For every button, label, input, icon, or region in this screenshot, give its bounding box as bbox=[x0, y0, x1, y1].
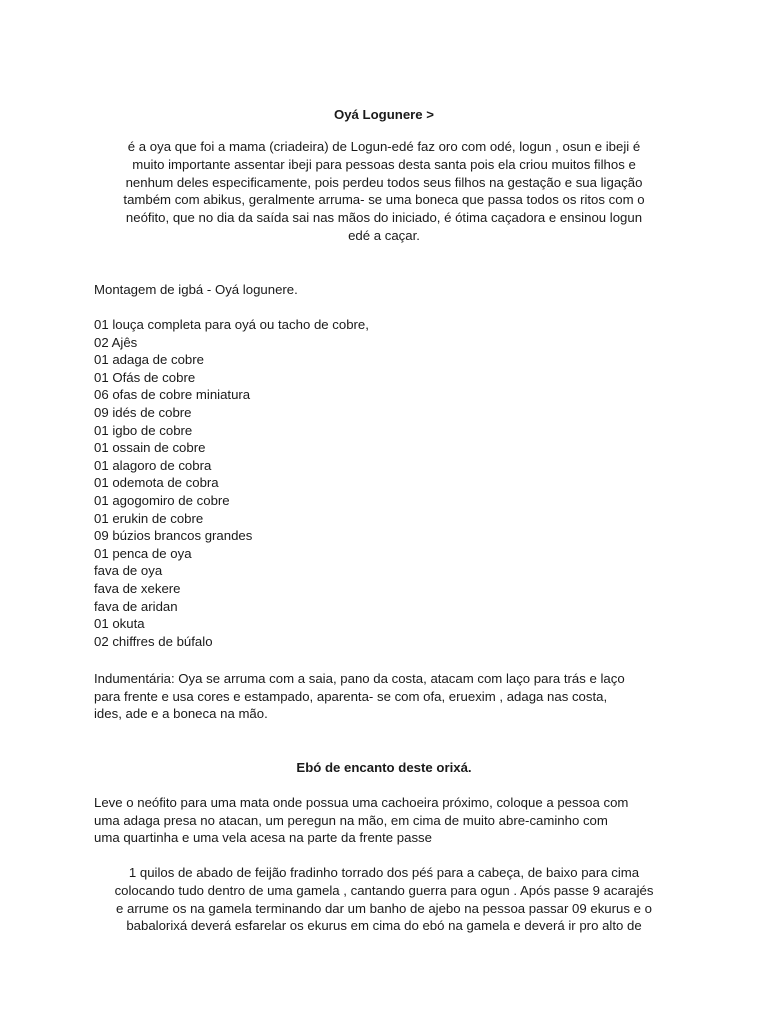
list-item: fava de oya bbox=[94, 563, 163, 579]
intro-line: muito importante assentar ibeji para pessoas desta santa pois ela criou muitos filhos e bbox=[132, 156, 636, 172]
list-item: 01 odemota de cobra bbox=[94, 475, 219, 491]
intro-line: nenhum deles especificamente, pois perdeu todos seus filhos na gestação e sua ligação bbox=[125, 174, 643, 190]
leve-line: uma quartinha e uma vela acesa na parte da frente passe bbox=[94, 830, 432, 846]
list-item: 06 ofas de cobre miniatura bbox=[94, 387, 251, 403]
list-item: 01 louça completa para oyá ou tacho de cobre, bbox=[94, 317, 369, 332]
intro-line: também com abikus, geralmente arruma- se uma boneca que passa todos os ritos com o bbox=[123, 192, 645, 208]
list-item: 01 adaga de cobre bbox=[94, 352, 204, 368]
list-item: fava de xekere bbox=[94, 580, 181, 596]
indumentaria-line: ides, ade e a boneca na mão. bbox=[94, 706, 268, 722]
list-item: 01 penca de oya bbox=[94, 545, 192, 561]
list-item: 01 Ofás de cobre bbox=[94, 369, 196, 385]
list-item: 02 chiffres de búfalo bbox=[94, 633, 213, 649]
indumentaria-line: Indumentária: Oya se arruma com a saia, pano da costa, atacam com laço para trás e laço bbox=[94, 671, 625, 686]
document-title: Oyá Logunere > bbox=[333, 107, 435, 122]
list-item: 09 búzios brancos grandes bbox=[94, 528, 253, 544]
leve-paragraph bbox=[94, 794, 628, 847]
ebo-heading: Ebó de encanto deste orixá. bbox=[296, 760, 472, 775]
montagem-heading-text: Montagem de igbá - Oyá logunere. bbox=[94, 282, 298, 297]
passe-paragraph bbox=[80, 864, 688, 935]
passe-line: e arrume os na gamela terminando dar um banho de ajebo na pessoa passar 09 ekurus e o bbox=[116, 900, 652, 916]
intro-line: é a oya que foi a mama (criadeira) de Logun-edé faz oro com odé, logun , osun e ibeji é bbox=[127, 139, 641, 154]
passe-line: colocando tudo dentro de uma gamela , cantando guerra para ogun . Após passe 9 acarajés bbox=[114, 882, 654, 898]
list-item: fava de aridan bbox=[94, 598, 178, 614]
list-item: 01 okuta bbox=[94, 616, 145, 632]
intro-line: edé a caçar. bbox=[348, 227, 420, 243]
list-item: 09 idés de cobre bbox=[94, 404, 192, 420]
list-item: 01 igbo de cobre bbox=[94, 422, 193, 438]
leve-line: uma adaga presa no atacan, um peregun na mão, em cima de muito abre-caminho com bbox=[94, 812, 608, 828]
passe-line: babalorixá deverá esfarelar os ekurus em cima do ebó na gamela e deverá ir pro alto de bbox=[126, 918, 642, 934]
intro-line: neófito, que no dia da saída sai nas mãos do iniciado, é ótima caçadora e ensinou logun bbox=[125, 210, 643, 226]
leve-line: Leve o neófito para uma mata onde possua uma cachoeira próximo, coloque a pessoa com bbox=[94, 795, 629, 810]
passe-line: 1 quilos de abado de feijão fradinho torrado dos péś para a cabeça, de baixo para cima bbox=[128, 865, 640, 880]
list-item: 01 erukin de cobre bbox=[94, 510, 204, 526]
montagem-heading bbox=[94, 281, 298, 299]
list-item: 01 alagoro de cobra bbox=[94, 457, 212, 473]
item-list bbox=[94, 316, 369, 650]
indumentaria-paragraph bbox=[94, 670, 625, 723]
list-item: 02 Ajês bbox=[94, 334, 138, 350]
list-item: 01 ossain de cobre bbox=[94, 440, 206, 456]
list-item: 01 agogomiro de cobre bbox=[94, 492, 230, 508]
intro-paragraph bbox=[100, 138, 668, 245]
indumentaria-line: para frente e usa cores e estampado, aparenta- se com ofa, eruexim , adaga nas costa, bbox=[94, 688, 608, 704]
